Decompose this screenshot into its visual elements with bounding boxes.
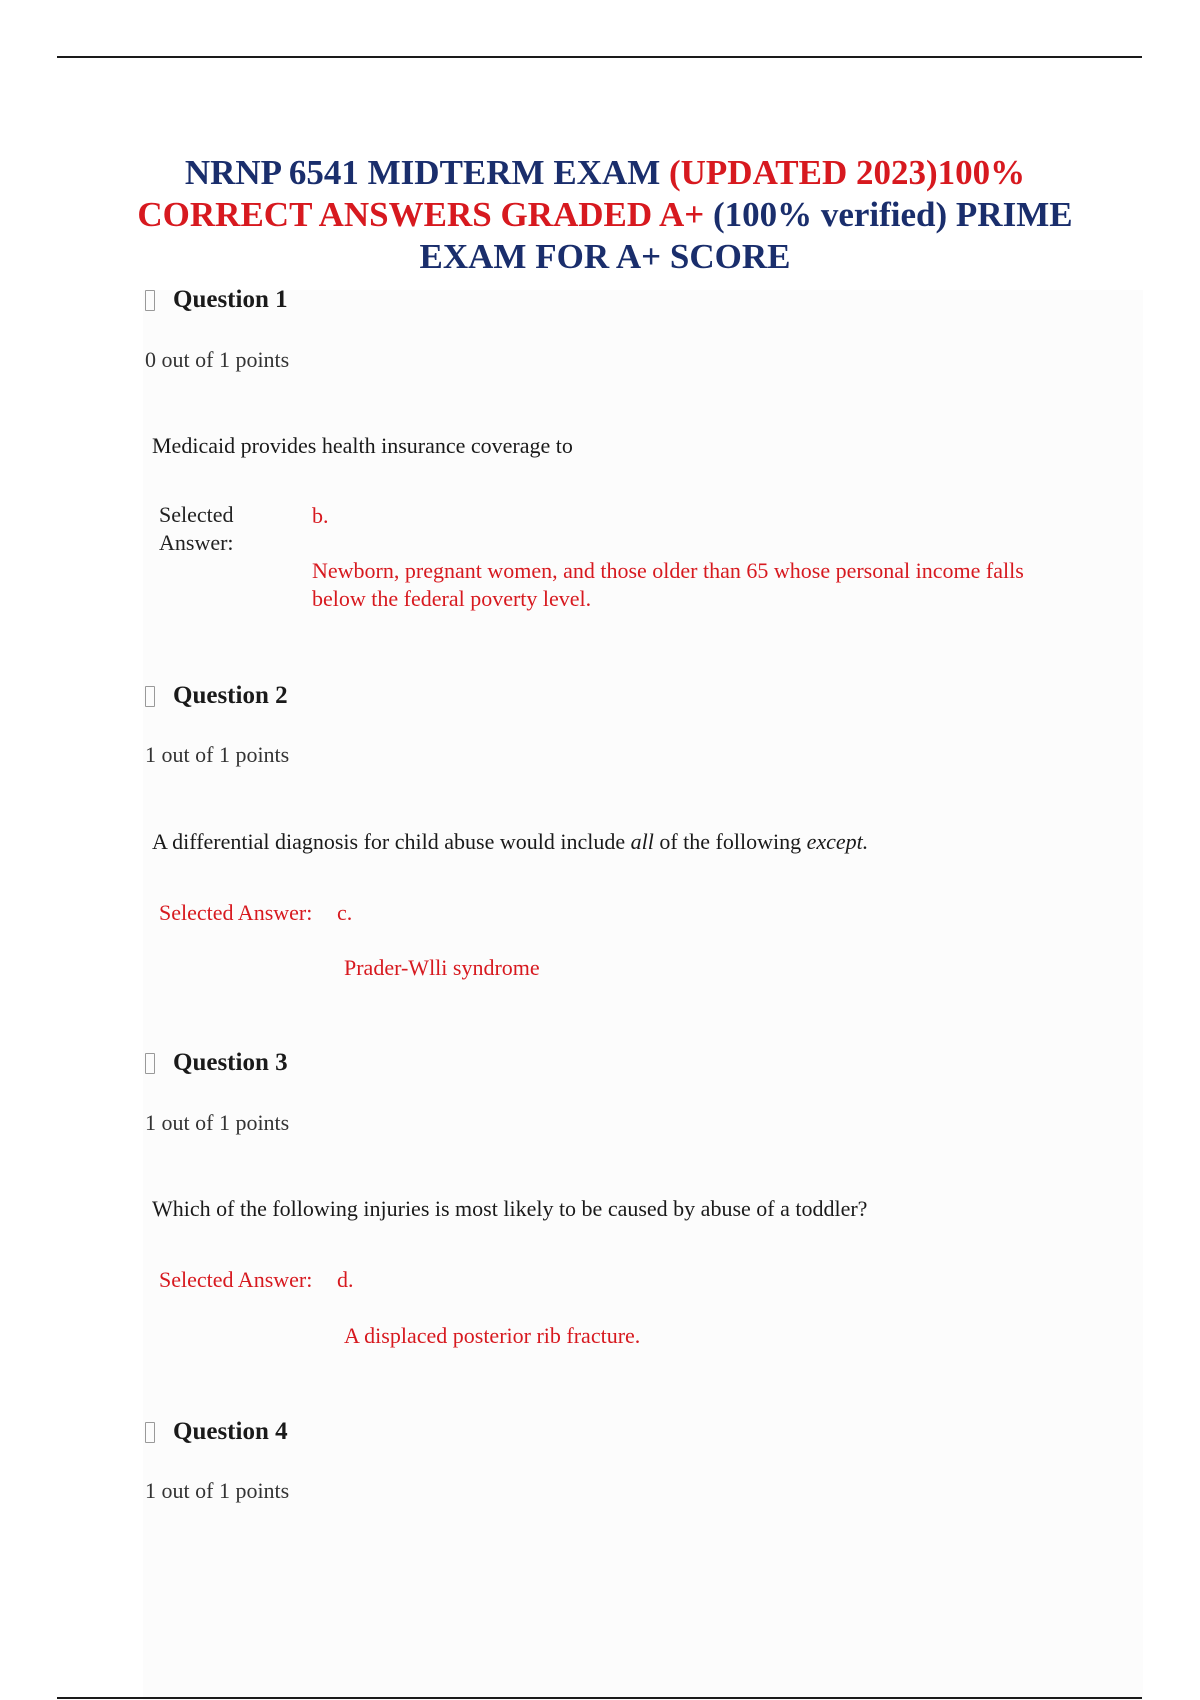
question-checkbox-icon <box>145 686 155 707</box>
question-3-points: 1 out of 1 points <box>145 1110 290 1135</box>
top-rule <box>57 56 1142 58</box>
question-2-label: Question 2 <box>173 682 288 709</box>
question-3-answer-letter: d. <box>337 1267 354 1292</box>
question-1-label: Question 1 <box>173 286 288 313</box>
question-1-answer-text: Newborn, pregnant women, and those older than 65 whose personal income falls below the federal poverty level. <box>312 558 1024 611</box>
question-3-header <box>145 1049 288 1077</box>
question-2-answer-letter: c. <box>337 900 353 925</box>
question-1-header <box>145 286 288 314</box>
question-2-text-d: except. <box>806 829 869 854</box>
question-1-answer-letter: b. <box>312 503 329 528</box>
content-background <box>143 290 1143 1700</box>
title-part-1: NRNP 6541 MIDTERM EXAM <box>184 153 669 192</box>
question-checkbox-icon <box>145 290 155 311</box>
question-3-selected-label: Selected Answer: <box>159 1267 313 1292</box>
question-1-text: Medicaid provides health insurance coverage to <box>152 433 573 458</box>
question-2-text-c: of the following <box>653 829 807 854</box>
document-title <box>100 152 1110 278</box>
question-2-text-b: all <box>630 829 654 854</box>
question-4-header <box>145 1418 288 1446</box>
question-3-text: Which of the following injuries is most likely to be caused by abuse of a toddler? <box>152 1196 868 1221</box>
title-part-3: (100% verified) PRIME EXAM FOR A+ SCORE <box>419 195 1073 276</box>
question-2-text <box>152 829 868 855</box>
bottom-rule <box>57 1697 1142 1699</box>
question-2-selected-label: Selected Answer: <box>159 900 313 925</box>
question-3-label: Question 3 <box>173 1049 288 1076</box>
question-checkbox-icon <box>145 1053 155 1074</box>
question-4-label: Question 4 <box>173 1418 288 1445</box>
question-2-text-a: A differential diagnosis for child abuse would include <box>152 829 631 854</box>
question-2-header <box>145 682 288 710</box>
question-1-points: 0 out of 1 points <box>145 347 290 372</box>
question-1-selected-label: Selected Answer: <box>159 502 234 555</box>
question-2-answer-text: Prader-Wlli syndrome <box>344 955 540 980</box>
title-part-2: (UPDATED 2023)100% CORRECT ANSWERS GRADED A+ <box>137 153 1026 234</box>
question-3-answer-text: A displaced posterior rib fracture. <box>344 1323 641 1348</box>
question-2-points: 1 out of 1 points <box>145 742 290 767</box>
question-4-points: 1 out of 1 points <box>145 1478 290 1503</box>
question-checkbox-icon <box>145 1422 155 1443</box>
